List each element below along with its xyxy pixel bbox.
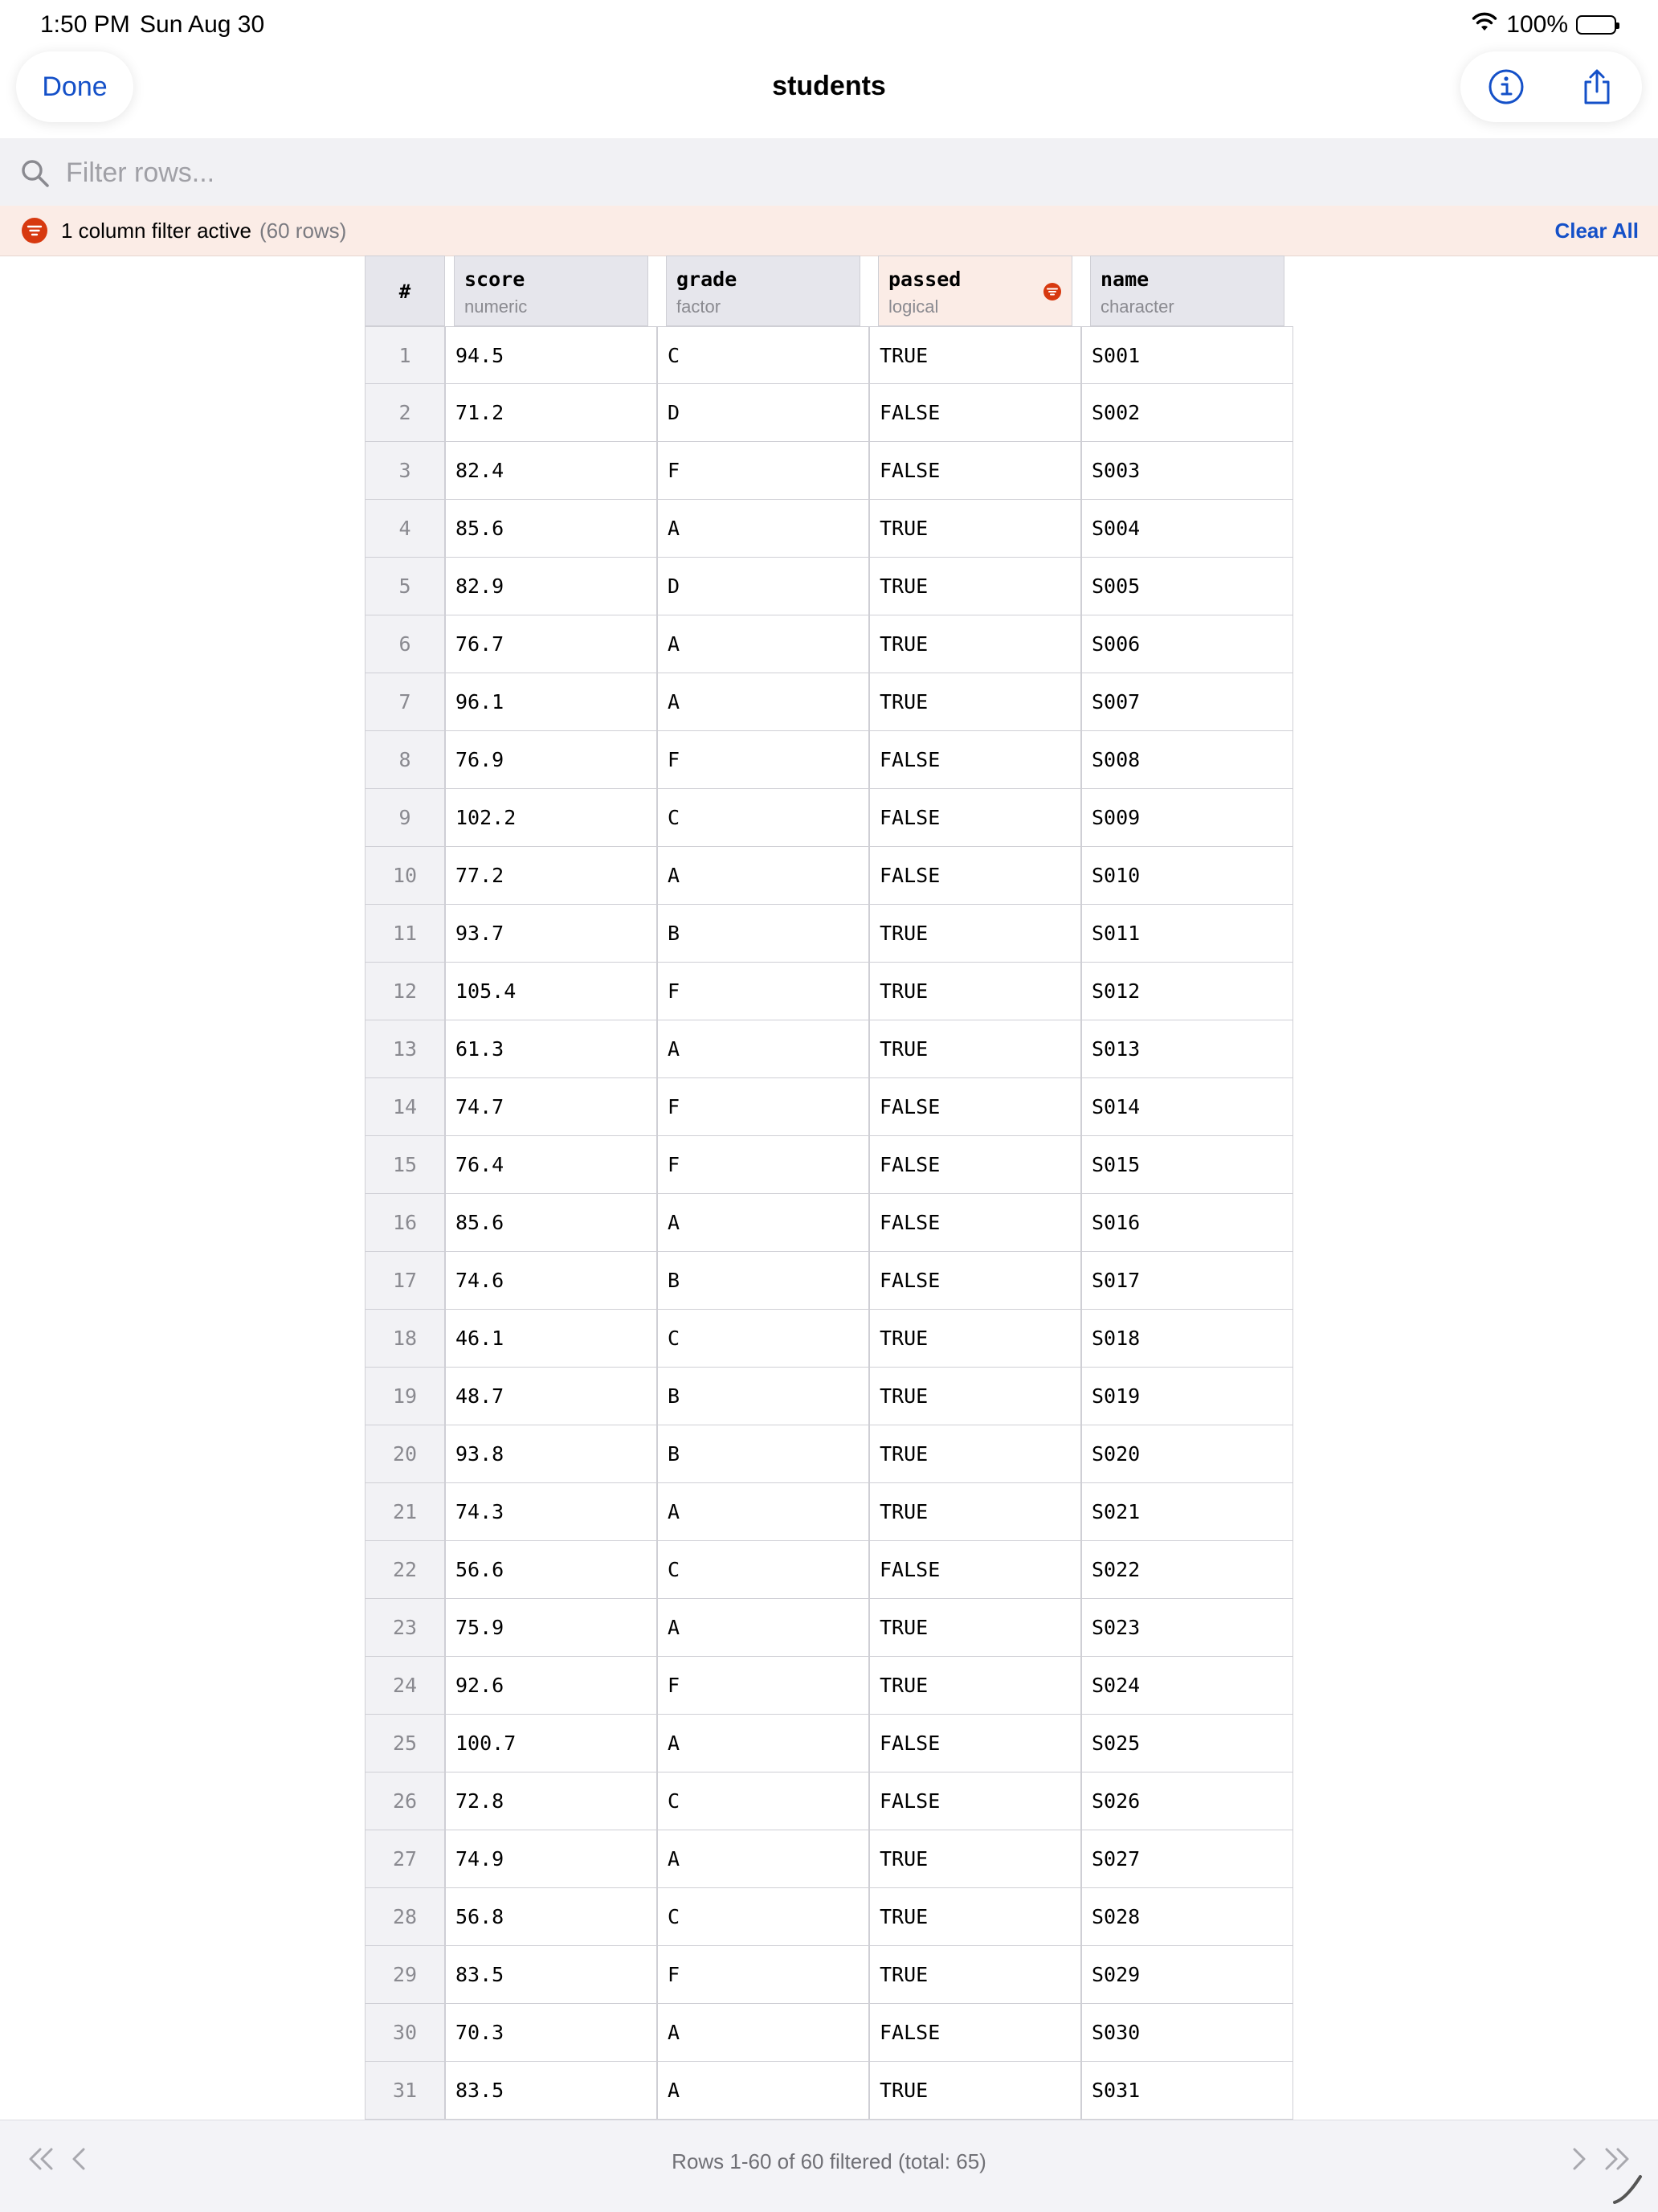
grade-cell[interactable]: A <box>657 1715 869 1772</box>
score-cell[interactable]: 82.9 <box>445 558 657 615</box>
table-row[interactable] <box>365 1020 1295 1078</box>
column-type: character <box>1101 296 1174 317</box>
grade-cell[interactable]: A <box>657 615 869 673</box>
passed-cell[interactable]: FALSE <box>869 731 1081 789</box>
row-index-cell: 8 <box>365 731 445 789</box>
row-index-cell: 21 <box>365 1483 445 1541</box>
name-cell[interactable]: S004 <box>1081 500 1293 558</box>
score-cell[interactable]: 74.9 <box>445 1830 657 1888</box>
score-cell[interactable]: 96.1 <box>445 673 657 731</box>
score-cell[interactable]: 74.3 <box>445 1483 657 1541</box>
grade-cell[interactable]: F <box>657 1946 869 2004</box>
table-row[interactable] <box>365 789 1295 847</box>
grade-cell[interactable]: B <box>657 905 869 963</box>
row-index-cell: 28 <box>365 1888 445 1946</box>
grade-cell[interactable]: A <box>657 1483 869 1541</box>
row-index-cell: 16 <box>365 1194 445 1252</box>
column-type: factor <box>676 296 721 317</box>
filter-icon <box>21 217 48 244</box>
grade-cell[interactable]: C <box>657 1772 869 1830</box>
score-cell[interactable]: 93.7 <box>445 905 657 963</box>
table-row[interactable] <box>365 1310 1295 1368</box>
status-bar <box>0 0 1658 48</box>
row-index-cell: 19 <box>365 1368 445 1425</box>
filter-status <box>61 219 346 243</box>
column-name: name <box>1101 268 1150 291</box>
name-cell[interactable]: S022 <box>1081 1541 1293 1599</box>
name-cell[interactable]: S024 <box>1081 1657 1293 1715</box>
grade-cell[interactable]: C <box>657 1541 869 1599</box>
name-cell[interactable]: S007 <box>1081 673 1293 731</box>
grade-cell[interactable]: B <box>657 1425 869 1483</box>
score-cell[interactable]: 82.4 <box>445 442 657 500</box>
row-index-cell: 29 <box>365 1946 445 2004</box>
name-cell[interactable]: S029 <box>1081 1946 1293 2004</box>
score-cell[interactable]: 102.2 <box>445 789 657 847</box>
filter-status-text: 1 column filter active <box>61 219 251 243</box>
name-cell[interactable]: S015 <box>1081 1136 1293 1194</box>
row-index-cell: 27 <box>365 1830 445 1888</box>
score-cell[interactable]: 85.6 <box>445 1194 657 1252</box>
passed-cell[interactable]: FALSE <box>869 1715 1081 1772</box>
info-icon[interactable] <box>1482 63 1530 111</box>
row-index-cell: 3 <box>365 442 445 500</box>
passed-cell[interactable]: FALSE <box>869 1772 1081 1830</box>
status-right <box>1471 11 1616 39</box>
column-type: logical <box>888 296 939 317</box>
battery-icon <box>1576 15 1616 35</box>
name-cell[interactable]: S020 <box>1081 1425 1293 1483</box>
name-cell[interactable]: S009 <box>1081 789 1293 847</box>
row-index-cell: 24 <box>365 1657 445 1715</box>
table-row[interactable] <box>365 905 1295 963</box>
passed-cell[interactable]: TRUE <box>869 1020 1081 1078</box>
index-header-label: # <box>398 280 411 303</box>
grade-cell[interactable]: F <box>657 1078 869 1136</box>
row-index-cell: 20 <box>365 1425 445 1483</box>
grade-cell[interactable]: F <box>657 442 869 500</box>
row-index-cell: 9 <box>365 789 445 847</box>
passed-cell[interactable]: FALSE <box>869 847 1081 905</box>
row-index-cell: 22 <box>365 1541 445 1599</box>
grade-cell[interactable]: A <box>657 1599 869 1657</box>
score-cell[interactable]: 85.6 <box>445 500 657 558</box>
passed-cell[interactable]: FALSE <box>869 1252 1081 1310</box>
passed-cell[interactable]: TRUE <box>869 1946 1081 2004</box>
name-cell[interactable]: S026 <box>1081 1772 1293 1830</box>
score-cell[interactable]: 56.6 <box>445 1541 657 1599</box>
column-name: passed <box>888 268 962 291</box>
grade-cell[interactable]: C <box>657 789 869 847</box>
score-cell[interactable]: 46.1 <box>445 1310 657 1368</box>
score-cell[interactable]: 76.9 <box>445 731 657 789</box>
passed-cell[interactable]: TRUE <box>869 1425 1081 1483</box>
row-index-cell: 14 <box>365 1078 445 1136</box>
passed-cell[interactable]: TRUE <box>869 1483 1081 1541</box>
score-cell[interactable]: 94.5 <box>445 326 657 384</box>
nav-actions <box>1460 51 1642 122</box>
score-cell[interactable]: 105.4 <box>445 963 657 1020</box>
pagination-bar <box>0 2120 1658 2212</box>
nav-bar <box>0 48 1658 138</box>
passed-cell[interactable]: FALSE <box>869 384 1081 442</box>
grade-cell[interactable]: B <box>657 1368 869 1425</box>
row-index-cell: 12 <box>365 963 445 1020</box>
grade-cell[interactable]: B <box>657 1252 869 1310</box>
score-cell[interactable]: 75.9 <box>445 1599 657 1657</box>
table-row[interactable] <box>365 615 1295 673</box>
passed-cell[interactable]: TRUE <box>869 1888 1081 1946</box>
filter-banner <box>0 206 1658 256</box>
table-row[interactable] <box>365 326 1295 384</box>
column-name: grade <box>676 268 737 291</box>
score-cell[interactable]: 92.6 <box>445 1657 657 1715</box>
table-header-row <box>365 256 1295 326</box>
passed-cell[interactable]: TRUE <box>869 1368 1081 1425</box>
table-row[interactable] <box>365 384 1295 442</box>
grade-cell[interactable]: D <box>657 558 869 615</box>
table-row[interactable] <box>365 1599 1295 1657</box>
name-cell[interactable]: S010 <box>1081 847 1293 905</box>
score-cell[interactable]: 61.3 <box>445 1020 657 1078</box>
grade-cell[interactable]: D <box>657 384 869 442</box>
resize-handle-icon[interactable] <box>1610 2170 1645 2206</box>
passed-cell[interactable]: FALSE <box>869 1078 1081 1136</box>
passed-cell[interactable]: TRUE <box>869 1310 1081 1368</box>
grade-cell[interactable]: A <box>657 1020 869 1078</box>
status-date: Sun Aug 30 <box>140 11 265 38</box>
name-cell[interactable]: S025 <box>1081 1715 1293 1772</box>
name-cell[interactable]: S028 <box>1081 1888 1293 1946</box>
name-cell[interactable]: S012 <box>1081 963 1293 1020</box>
table-row[interactable] <box>365 2004 1295 2062</box>
column-header-score[interactable] <box>454 256 648 326</box>
name-cell[interactable]: S031 <box>1081 2062 1293 2120</box>
index-column-header <box>365 256 445 326</box>
data-table <box>365 256 1295 2120</box>
score-cell[interactable]: 74.7 <box>445 1078 657 1136</box>
row-index-cell: 25 <box>365 1715 445 1772</box>
grade-cell[interactable]: A <box>657 2062 869 2120</box>
status-time: 1:50 PM <box>40 11 130 38</box>
name-cell[interactable]: S017 <box>1081 1252 1293 1310</box>
row-index-cell: 13 <box>365 1020 445 1078</box>
table-row[interactable] <box>365 1657 1295 1715</box>
score-cell[interactable]: 100.7 <box>445 1715 657 1772</box>
grade-cell[interactable]: A <box>657 847 869 905</box>
row-index-cell: 17 <box>365 1252 445 1310</box>
grade-cell[interactable]: A <box>657 500 869 558</box>
name-cell[interactable]: S014 <box>1081 1078 1293 1136</box>
pagination-status: Rows 1-60 of 60 filtered (total: 65) <box>672 2149 986 2173</box>
filter-row-count: (60 rows) <box>259 219 347 243</box>
table-row[interactable] <box>365 500 1295 558</box>
grade-cell[interactable]: F <box>657 731 869 789</box>
passed-cell[interactable]: TRUE <box>869 2062 1081 2120</box>
name-cell[interactable]: S023 <box>1081 1599 1293 1657</box>
score-cell[interactable]: 77.2 <box>445 847 657 905</box>
table-row[interactable] <box>365 2062 1295 2120</box>
column-header-grade[interactable] <box>666 256 860 326</box>
score-cell[interactable]: 74.6 <box>445 1252 657 1310</box>
wifi-icon <box>1471 11 1498 39</box>
grade-cell[interactable]: C <box>657 1888 869 1946</box>
passed-cell[interactable]: TRUE <box>869 1657 1081 1715</box>
column-type: numeric <box>464 296 528 317</box>
row-index-cell: 2 <box>365 384 445 442</box>
passed-cell[interactable]: FALSE <box>869 1194 1081 1252</box>
score-cell[interactable]: 72.8 <box>445 1772 657 1830</box>
row-index-cell: 18 <box>365 1310 445 1368</box>
table-row[interactable] <box>365 442 1295 500</box>
score-cell[interactable]: 76.7 <box>445 615 657 673</box>
search-input[interactable] <box>64 149 1626 196</box>
row-index-cell: 23 <box>365 1599 445 1657</box>
score-cell[interactable]: 70.3 <box>445 2004 657 2062</box>
table-row[interactable] <box>365 847 1295 905</box>
row-index-cell: 26 <box>365 1772 445 1830</box>
column-header-name[interactable] <box>1090 256 1284 326</box>
table-row[interactable] <box>365 1078 1295 1136</box>
table-row[interactable] <box>365 1368 1295 1425</box>
name-cell[interactable]: S019 <box>1081 1368 1293 1425</box>
column-header-passed[interactable] <box>878 256 1072 326</box>
name-cell[interactable]: S008 <box>1081 731 1293 789</box>
table-row[interactable] <box>365 963 1295 1020</box>
table-row[interactable] <box>365 1888 1295 1946</box>
score-cell[interactable]: 83.5 <box>445 2062 657 2120</box>
name-cell[interactable]: S011 <box>1081 905 1293 963</box>
grade-cell[interactable]: A <box>657 673 869 731</box>
row-index-cell: 4 <box>365 500 445 558</box>
table-body <box>365 326 1295 2120</box>
done-button[interactable]: Done <box>16 51 133 122</box>
table-row[interactable] <box>365 1425 1295 1483</box>
passed-cell[interactable]: FALSE <box>869 442 1081 500</box>
row-index-cell: 30 <box>365 2004 445 2062</box>
row-index-cell: 5 <box>365 558 445 615</box>
table-row[interactable] <box>365 1715 1295 1772</box>
passed-cell[interactable]: TRUE <box>869 963 1081 1020</box>
grade-cell[interactable]: F <box>657 963 869 1020</box>
grade-cell[interactable]: A <box>657 1830 869 1888</box>
search-icon <box>19 157 51 190</box>
column-filter-icon[interactable] <box>1043 282 1062 301</box>
name-cell[interactable]: S018 <box>1081 1310 1293 1368</box>
passed-cell[interactable]: TRUE <box>869 558 1081 615</box>
row-index-cell: 7 <box>365 673 445 731</box>
table-row[interactable] <box>365 1772 1295 1830</box>
grade-cell[interactable]: F <box>657 1657 869 1715</box>
grade-cell[interactable]: C <box>657 326 869 384</box>
score-cell[interactable]: 76.4 <box>445 1136 657 1194</box>
passed-cell[interactable]: TRUE <box>869 1599 1081 1657</box>
passed-cell[interactable]: TRUE <box>869 673 1081 731</box>
next-page-icon[interactable] <box>1560 2141 1595 2177</box>
row-index-cell: 6 <box>365 615 445 673</box>
search-bar <box>0 138 1658 206</box>
grade-cell[interactable]: A <box>657 1194 869 1252</box>
passed-cell[interactable]: FALSE <box>869 1541 1081 1599</box>
passed-cell[interactable]: TRUE <box>869 500 1081 558</box>
name-cell[interactable]: S005 <box>1081 558 1293 615</box>
row-index-cell: 10 <box>365 847 445 905</box>
name-cell[interactable]: S002 <box>1081 384 1293 442</box>
passed-cell[interactable]: TRUE <box>869 905 1081 963</box>
score-cell[interactable]: 71.2 <box>445 384 657 442</box>
grade-cell[interactable]: A <box>657 2004 869 2062</box>
battery-percent: 100% <box>1506 11 1568 38</box>
score-cell[interactable]: 56.8 <box>445 1888 657 1946</box>
grade-cell[interactable]: F <box>657 1136 869 1194</box>
clear-all-button[interactable]: Clear All <box>1554 219 1639 243</box>
table-row[interactable] <box>365 1194 1295 1252</box>
row-index-cell: 11 <box>365 905 445 963</box>
page-title: students <box>772 71 886 101</box>
row-index-cell: 15 <box>365 1136 445 1194</box>
table-row[interactable] <box>365 1252 1295 1310</box>
name-cell[interactable]: S001 <box>1081 326 1293 384</box>
name-cell[interactable]: S013 <box>1081 1020 1293 1078</box>
score-cell[interactable]: 93.8 <box>445 1425 657 1483</box>
name-cell[interactable]: S030 <box>1081 2004 1293 2062</box>
passed-cell[interactable]: TRUE <box>869 326 1081 384</box>
passed-cell[interactable]: FALSE <box>869 2004 1081 2062</box>
score-cell[interactable]: 48.7 <box>445 1368 657 1425</box>
name-cell[interactable]: S003 <box>1081 442 1293 500</box>
table-row[interactable] <box>365 731 1295 789</box>
table-row[interactable] <box>365 558 1295 615</box>
table-row[interactable] <box>365 1830 1295 1888</box>
passed-cell[interactable]: TRUE <box>869 615 1081 673</box>
name-cell[interactable]: S027 <box>1081 1830 1293 1888</box>
score-cell[interactable]: 83.5 <box>445 1946 657 2004</box>
table-row[interactable] <box>365 1136 1295 1194</box>
passed-cell[interactable]: TRUE <box>869 1830 1081 1888</box>
name-cell[interactable]: S021 <box>1081 1483 1293 1541</box>
passed-cell[interactable]: FALSE <box>869 789 1081 847</box>
name-cell[interactable]: S006 <box>1081 615 1293 673</box>
row-index-cell: 31 <box>365 2062 445 2120</box>
grade-cell[interactable]: C <box>657 1310 869 1368</box>
column-name: score <box>464 268 525 291</box>
name-cell[interactable]: S016 <box>1081 1194 1293 1252</box>
table-row[interactable] <box>365 1541 1295 1599</box>
table-row[interactable] <box>365 1946 1295 2004</box>
share-icon[interactable] <box>1573 63 1621 111</box>
row-index-cell: 1 <box>365 326 445 384</box>
table-row[interactable] <box>365 673 1295 731</box>
passed-cell[interactable]: FALSE <box>869 1136 1081 1194</box>
table-row[interactable] <box>365 1483 1295 1541</box>
